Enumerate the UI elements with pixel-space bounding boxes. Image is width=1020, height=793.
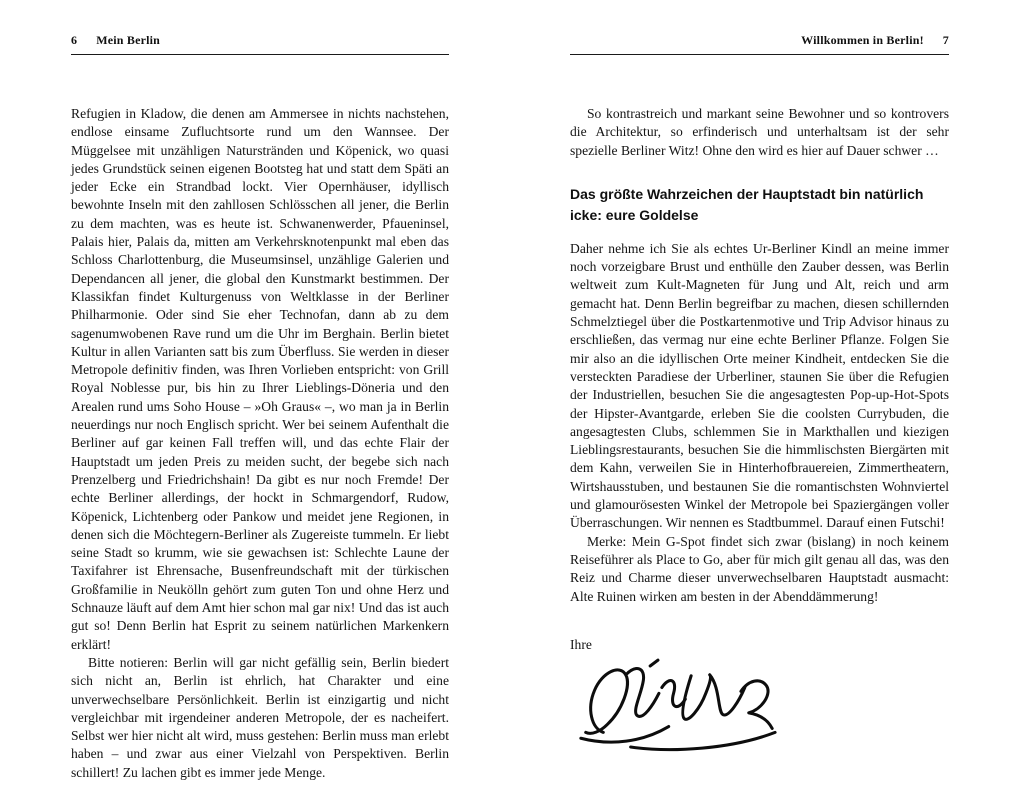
paragraph: Bitte notieren: Berlin will gar nicht gefällig sein, Berlin biedert sich nicht an, Berlin ist ehrlich, hat Charakter und eine unverwechselbare Persönlichkeit. Berlin ist einzigartig und nicht vergleichbar mit irgendeiner anderen Metropole, der es nacheifert. Selbst wer hier nicht alt wird, muss gestehen: Berlin muss man erlebt haben – und zwar aus einer Vielzahl von Perspektiven. Berlin schillert! Zu lachen gibt es immer jede Menge. [71, 654, 449, 780]
running-head-right [570, 33, 949, 48]
page-right [570, 0, 949, 793]
header-rule-left [71, 54, 449, 55]
paragraph: Merke: Mein G-Spot findet sich zwar (bislang) in noch keinem Reiseführer als Place to Go, aber für mich gilt genau all das, was den Reiz und Charme dieser unverwechselbaren Hauptstadt ausmacht: Alte Ruinen wirken am besten in der Abenddämmerung! [570, 533, 949, 604]
paragraph: Refugien in Kladow, die denen am Ammersee in nichts nachstehen, endlose einsame Zufluchtsorte rund um den Wannsee. Der Müggelsee mit unzähligen Naturstränden und Köpenick, wo quasi jedes Grundstück seinen eigenen Bootsteg hat und statt dem Späti an jeder Ecke ein Strandbad lockt. Vier Opernhäuser, idyllisch bewohnte Inseln mit den zahllosen Schlösschen all jener, die Berlin zu dem machten, was es heute ist. Schwanenwerder, Pfaueninsel, Palais hier, Palais da, mitten am Verkehrsknotenpunkt mal eben das Schloss Charlottenburg, die Museumsinsel, unzählige Galerien und Dependancen all jener, die global den Kunstmarkt bestimmen. Der Klassikfan findet Kulturgenuss von Weltklasse in der Berliner Philharmonie. Oder sind Sie eher Technofan, dann ab zu dem sagenumwobenen Rave rund um die Uhr im Berghain. Berlin bietet Kultur in allen Varianten satt bis zum Überfluss. Sie werden in dieser Metropole definitiv finden, was Ihren Vorlieben entspricht: von Grill Royal Noblesse pur, bis hin zu Ihrer Lieblings-Döneria und den Arealen rund ums Soho House – »Oh Graus« –, wo man ja in Berlin neuerdings nur noch Englisch spricht. Wer bei seinem Aufenthalt die Berliner auf gar keinen Fall treffen will, und das echte Flair der Hauptstadt um jeden Preis zu meiden sucht, der begebe sich nach Prenzelberg und Friedrichshain! Da gibt es nur noch Fremde! Der echte Berliner allerdings, der hockt in Schmargendorf, Rudow, Köpenick, Lichtenberg oder Pankow und meidet jene Regionen, in denen sich die Möchtegern-Berliner als Zugereiste tummeln. Er liebt seine Stadt so krumm, wie sie gewachsen ist: Schlechte Laune der Taxifahrer ist Ehrensache, Busenfreundschaft mit der türkischen Großfamilie in Neukölln gehört zum guten Ton und ohne Herz und Schnauze läuft auf dem Amt hier schon mal gar nix! Und das ist auch gut so! Denn Berlin hat Esprit zu seinem natürlichen Markenkern erklärt! [71, 106, 449, 652]
page-number-right: 7 [942, 33, 949, 47]
running-title-left: Mein Berlin [96, 33, 161, 47]
section-heading: Das größte Wahrzeichen der Hauptstadt bin natürlich icke: eure Goldelse [570, 185, 924, 223]
signature-image [574, 658, 949, 756]
paragraph: So kontrastreich und markant seine Bewohner und so kontrovers die Architektur, so erfinderisch und unterhaltsam ist der sehr spezielle Berliner Witz! Ohne den wird es hier auf Dauer schwer … [570, 106, 949, 158]
signature-scrawl-icon [574, 658, 949, 756]
page-number-left: 6 [71, 33, 78, 47]
valediction: Ihre [570, 636, 592, 652]
page-left [71, 0, 449, 793]
body-text-left [71, 105, 449, 782]
body-text-right [570, 105, 949, 756]
header-rule-right [570, 54, 949, 55]
paragraph: Daher nehme ich Sie als echtes Ur-Berliner Kindl an meine immer noch vorzeigbare Brust und enthülle den Zauber dessen, was Berlin weltweit zum Kult-Magneten für Jung und Alt, reich und arm gemacht hat. Denn Berlin begreifbar zu machen, diesen schillernden Schmelztiegel über die Postkartenmotive und Trip Advisor hinaus zu erschließen, das vermag nur eine echte Berliner Pflanze. Folgen Sie mir also an die idyllischen Orte meiner Kindheit, entdecken Sie die versteckten Paradiese der Urberliner, staunen Sie über die Refugien der Industriellen, besuchen Sie die angesagtesten Pop-up-Hot-Spots der Hipster-Avantgarde, erleben Sie die coolsten Currybuden, die angesagtesten Clubs, schlemmen Sie in Markthallen und kiezigen Lieblingsrestaurants, besuchen Sie die himmlischsten Biergärten mit dem Kahn, verweilen Sie in Hinterhofbrauereien, Zimmertheatern, Wirtshausstuben, und bestaunen Sie die romantischsten Wohnviertel und glamourösesten Winkel der Metropole bei Spaziergängen voller Überraschungen. Wir nennen es Stadtbummel. Darauf einen Futschi! [570, 240, 949, 531]
running-title-right: Willkommen in Berlin! [801, 33, 924, 47]
running-head-left [71, 33, 449, 48]
